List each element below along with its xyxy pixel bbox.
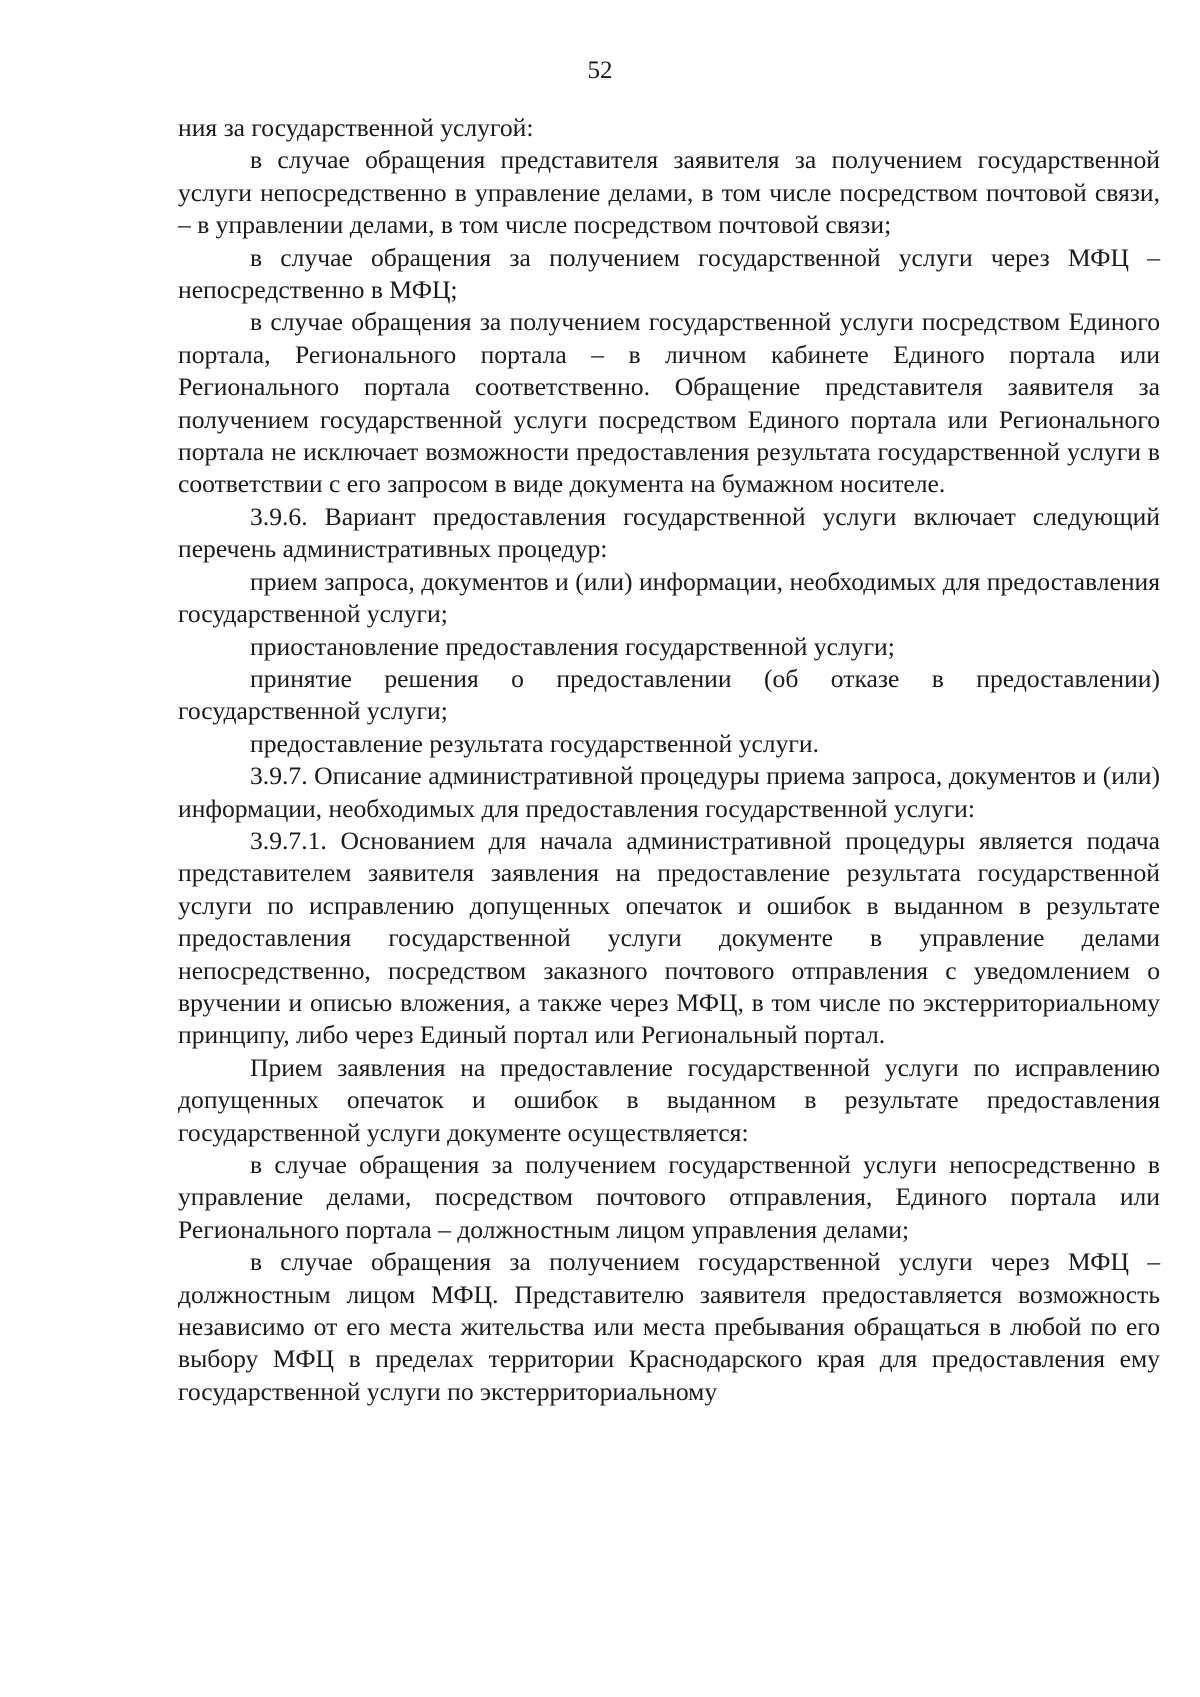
paragraph: предоставление результата государственной услуги. [250,728,819,758]
document-body [178,112,1160,1408]
paragraph: 3.9.7.1. Основанием для начала административной процедуры является подача представителем заявителя заявления на предоставление результата государственной услуги по исправлению допущенных опечаток и ошибок в выданном в результате предоставления государственной услуги документе в управление делами непосредственно, посредством заказного почтового отправления с уведомлением о вручении и описью вложения, а также через МФЦ, в том числе по экстерриториальному принципу, либо через Единый портал или Региональный портал. [178,825,1160,1050]
paragraph: ния за государственной услугой: [178,113,534,142]
paragraph: в случае обращения за получением государственной услуги через МФЦ – непосредственно в МФЦ; [178,242,1160,305]
page-number: 52 [587,57,613,84]
paragraph: 3.9.7. Описание административной процедуры приема запроса, документов и (или) информации, необходимых для предоставления государственной услуги: [178,761,1160,823]
paragraph: 3.9.6. Вариант предоставления государственной услуги включает следующий перечень административных процедур: [178,501,1160,564]
paragraph: приостановление предоставления государственной услуги; [250,631,895,661]
paragraph: принятие решения о предоставлении (об отказе в предоставлении) государственной услуги; [178,663,1160,726]
paragraph: в случае обращения за получением государственной услуги посредством Единого портала, Регионального портала – в личном кабинете Единого портала или Регионального портала соответственно. Обращение представителя заявителя за получением государственной услуги посредством Единого портала или Регионального портала не исключает возможности предоставления результата государственной услуги в соответствии с его запросом в виде документа на бумажном носителе. [178,307,1160,499]
paragraph: в случае обращения представителя заявителя за получением государственной услуги непосредственно в управление делами, в том числе посредством почтовой связи, – в управлении делами, в том числе посредством почтовой связи; [178,145,1160,240]
paragraph: прием запроса, документов и (или) информации, необходимых для предоставления государственной услуги; [178,566,1160,629]
paragraph: в случае обращения за получением государственной услуги непосредственно в управление делами, посредством почтового отправления, Единого портала или Регионального портала – должностным лицом управления делами; [178,1150,1160,1244]
paragraph: в случае обращения за получением государственной услуги через МФЦ – должностным лицом МФЦ. Представителю заявителя предоставляется возможность независимо от его места жительства или места пребывания обращаться в любой по его выбору МФЦ в пределах территории Краснодарского края для предоставления ему государственной услуги по экстерриториальному [178,1247,1160,1406]
paragraph: Прием заявления на предоставление государственной услуги по исправлению допущенных опечаток и ошибок в выданном в результате предоставления государственной услуги документе осуществляется: [178,1052,1160,1147]
